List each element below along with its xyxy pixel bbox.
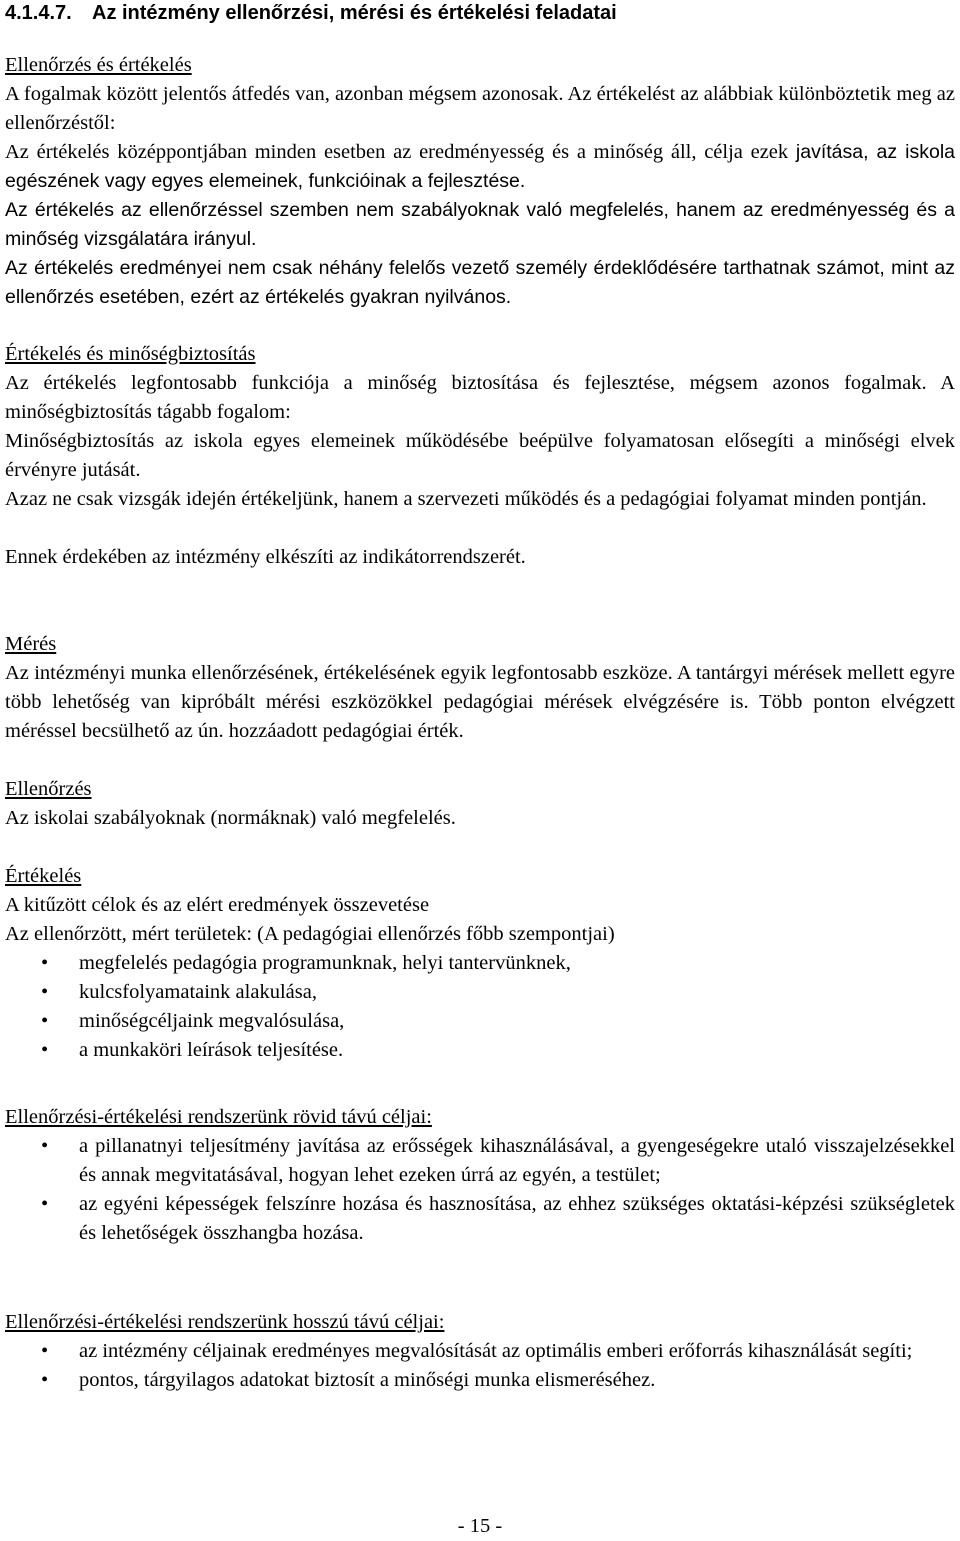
subsection-title: Mérés xyxy=(5,633,57,655)
list-item: • minőségcéljaink megvalósulása, xyxy=(5,1007,955,1036)
paragraph: Az értékelés legfontosabb funkciója a minőség biztosítása és fejlesztése, mégsem azonos fogalmak. A minőségbiztosítás tágabb fogalom: xyxy=(5,372,955,423)
bullet-icon: • xyxy=(41,1193,49,1215)
bullet-list xyxy=(5,949,955,1065)
subsection-title: Ellenőrzés xyxy=(5,778,92,800)
subsection-title: Értékelés xyxy=(5,865,82,887)
section-ellenorzes xyxy=(5,775,955,833)
list-item: • a pillanatnyi teljesítmény javítása az erősségek kihasználásával, a gyengeségekre utaló visszajelzésekkel és annak megvitatásával, hogyan lehet ezeken úrrá az egyén, a testület; xyxy=(5,1132,955,1190)
subsection-title: Értékelés és minőségbiztosítás xyxy=(5,343,256,365)
section-rovid-tavu-celok xyxy=(5,1103,955,1248)
heading-number: 4.1.4.7. xyxy=(5,2,72,24)
section-hosszu-tavu-celok xyxy=(5,1308,955,1395)
bullet-icon: • xyxy=(41,1369,49,1391)
paragraph: Az intézményi munka ellenőrzésének, értékelésének egyik legfontosabb eszköze. A tantárgyi mérések mellett egyre több lehetőség van kipróbált mérési eszközökkel pedagógiai mérések elvégzésére is. Több ponton elvégzett méréssel becsülhető az ún. hozzáadott pedagógiai érték. xyxy=(5,662,955,742)
section-ellenorzes-es-ertekeles xyxy=(5,51,955,312)
paragraph: Az iskolai szabályoknak (normáknak) való megfelelés. xyxy=(5,807,456,829)
list-item: • kulcsfolyamataink alakulása, xyxy=(5,978,955,1007)
section-ertekeles-es-minosegbiztositas xyxy=(5,340,955,572)
subsection-title: Ellenőrzés és értékelés xyxy=(5,54,192,76)
paragraph: A kitűzött célok és az elért eredmények összevetése xyxy=(5,894,430,916)
bullet-icon: • xyxy=(41,1135,49,1157)
bullet-list xyxy=(5,1132,955,1248)
subsection-title: Ellenőrzési-értékelési rendszerünk hosszú távú céljai: xyxy=(5,1311,445,1333)
paragraph: Azaz ne csak vizsgák idején értékeljünk, hanem a szervezeti működés és a pedagógiai folyamat minden pontján. xyxy=(5,488,927,510)
paragraph: Az értékelés az ellenőrzéssel szemben nem szabályoknak való megfelelés, hanem az eredményesség és a minőség vizsgálatára irányul. xyxy=(5,199,955,250)
bullet-list xyxy=(5,1337,955,1395)
paragraph: A fogalmak között jelentős átfedés van, azonban mégsem azonosak. Az értékelést az alábbiak különböztetik meg az ellenőrzéstől: xyxy=(5,83,956,134)
bullet-icon: • xyxy=(41,981,49,1003)
list-item: • megfelelés pedagógia programunknak, helyi tantervünknek, xyxy=(5,949,955,978)
section-heading xyxy=(5,0,617,26)
heading-text: Az intézmény ellenőrzési, mérési és értékelési feladatai xyxy=(92,2,617,24)
list-item: • pontos, tárgyilagos adatokat biztosít a minőségi munka elismeréséhez. xyxy=(5,1366,955,1395)
list-item: • az intézmény céljainak eredményes megvalósítását az optimális emberi erőforrás kihasználását segíti; xyxy=(5,1337,955,1366)
bullet-icon: • xyxy=(41,952,49,974)
paragraph: Az értékelés eredményei nem csak néhány felelős vezető személy érdeklődésére tarthatnak számot, mint az ellenőrzés esetében, ezért az értékelés gyakran nyilvános. xyxy=(5,257,955,308)
paragraph: Az értékelés középpontjában minden esetben az eredményesség és a minőség áll, célja ezek javítása, az iskola egészének vagy egyes elemeinek, funkcióinak a fejlesztése. xyxy=(5,141,956,192)
paragraph: Minőségbiztosítás az iskola egyes elemeinek működésébe beépülve folyamatosan elősegíti a minőségi elvek érvényre jutását. xyxy=(5,430,955,481)
list-item: • az egyéni képességek felszínre hozása és hasznosítása, az ehhez szükséges oktatási-képzési szükségletek és lehetőségek összhangba hozása. xyxy=(5,1190,955,1248)
list-item: • a munkaköri leírások teljesítése. xyxy=(5,1036,955,1065)
bullet-icon: • xyxy=(41,1340,49,1362)
bullet-icon: • xyxy=(41,1010,49,1032)
section-ertekeles xyxy=(5,862,955,1065)
subsection-title: Ellenőrzési-értékelési rendszerünk rövid távú céljai: xyxy=(5,1106,432,1128)
paragraph: Az ellenőrzött, mért területek: (A pedagógiai ellenőrzés főbb szempontjai) xyxy=(5,923,615,945)
bullet-icon: • xyxy=(41,1039,49,1061)
page-number: - 15 - xyxy=(457,1515,503,1537)
paragraph: Ennek érdekében az intézmény elkészíti az indikátorrendszerét. xyxy=(5,546,526,568)
section-meres xyxy=(5,630,955,746)
